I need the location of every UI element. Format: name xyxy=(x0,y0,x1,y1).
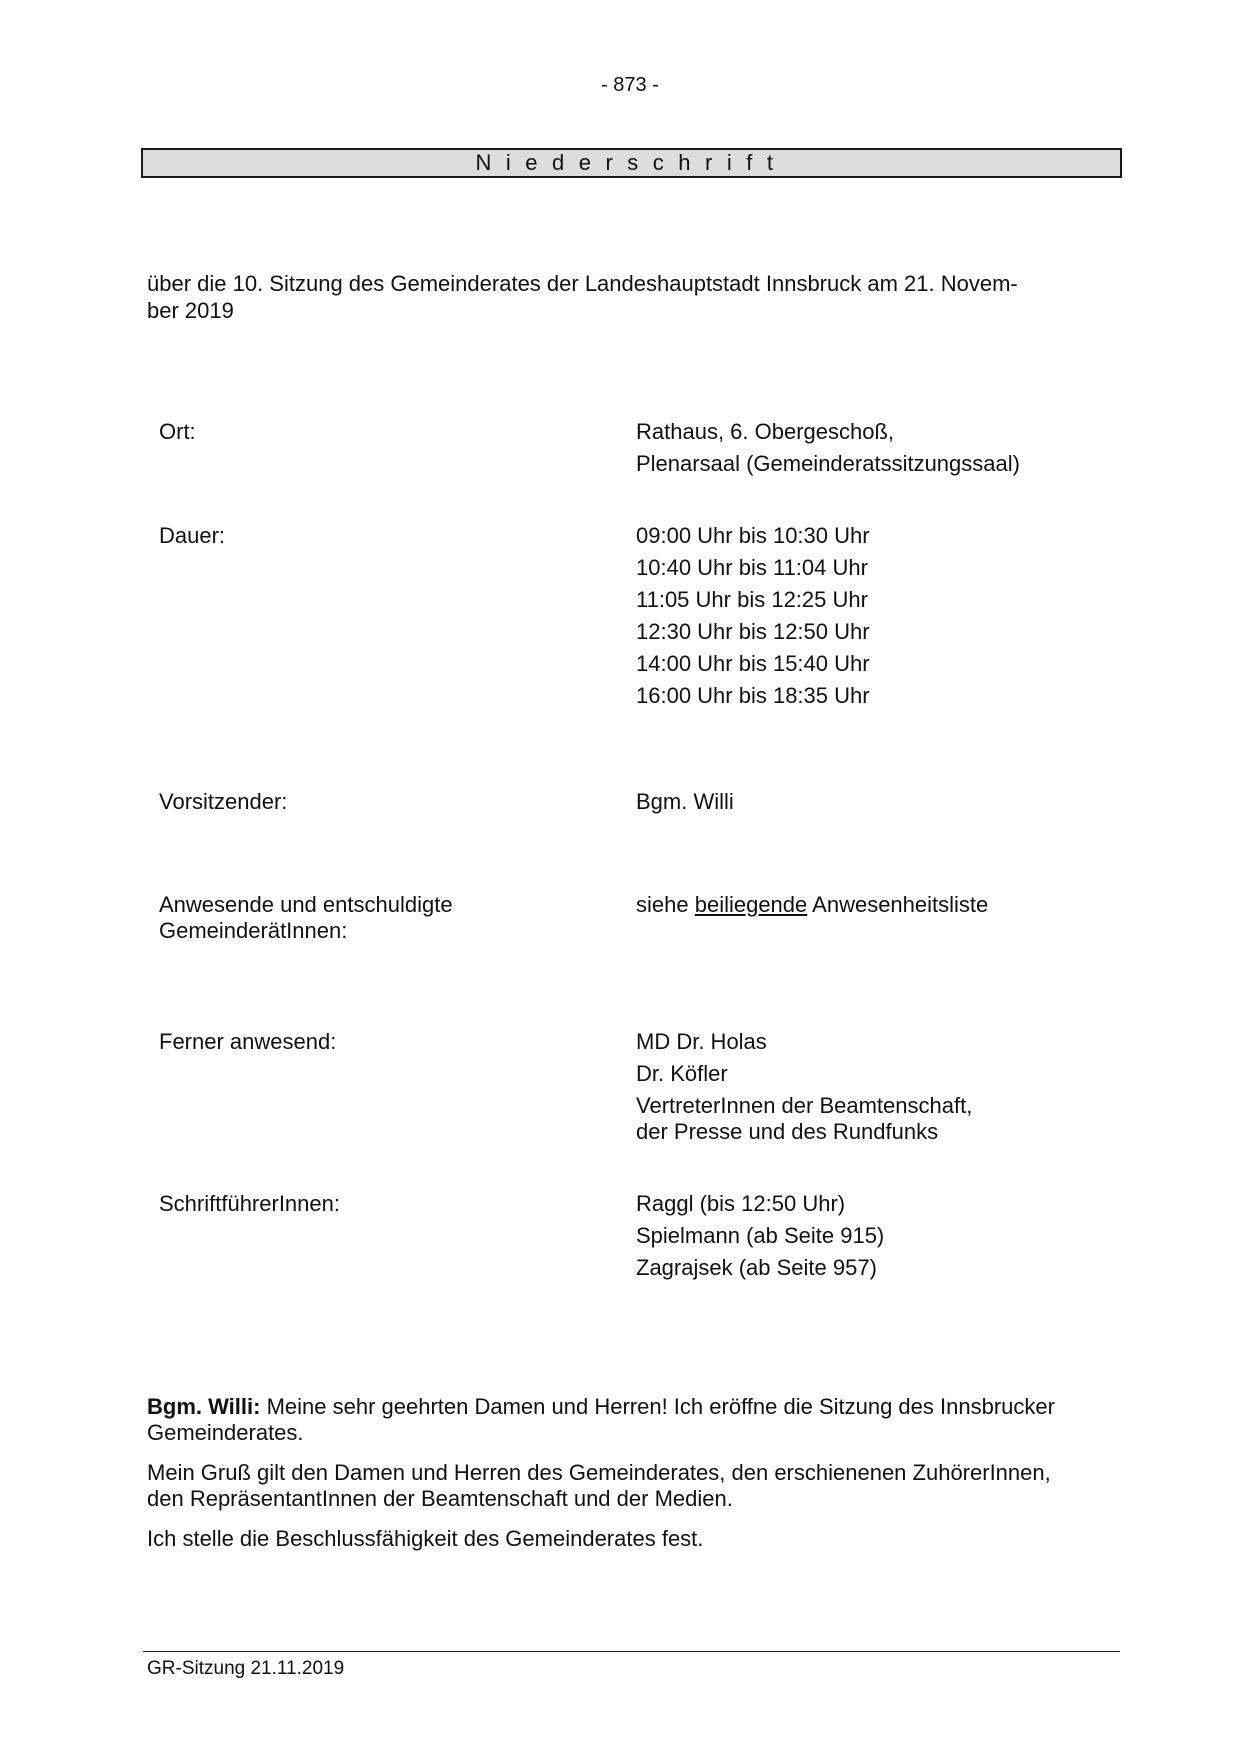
anwesende-label-line: Anwesende und entschuldigte xyxy=(159,892,453,917)
dauer-time-range: 14:00 Uhr bis 15:40 Uhr xyxy=(636,651,870,676)
anwesende-value-suffix: Anwesenheitsliste xyxy=(807,892,989,917)
paragraph-quorum: Ich stelle die Beschlussfähigkeit des Gemeinderates fest. xyxy=(147,1526,704,1551)
paragraph-line: den RepräsentantInnen der Beamtenschaft und der Medien. xyxy=(147,1486,733,1511)
dauer-value xyxy=(636,523,870,709)
dauer-time-range: 16:00 Uhr bis 18:35 Uhr xyxy=(636,683,870,708)
schriftfuehrer-value-line: Zagrajsek (ab Seite 957) xyxy=(636,1255,877,1280)
intro-line-1: über die 10. Sitzung des Gemeinderates der Landeshauptstadt Innsbruck am 21. Novem- xyxy=(147,271,1018,296)
intro-text xyxy=(147,270,1077,324)
paragraph-line: Gemeinderates. xyxy=(147,1420,304,1445)
paragraph-opening xyxy=(147,1394,1107,1446)
anwesende-value-underlined: beiliegende xyxy=(694,892,808,917)
ort-value-line: Rathaus, 6. Obergeschoß, xyxy=(636,419,895,444)
paragraph-greeting xyxy=(147,1460,1107,1512)
dauer-label: Dauer: xyxy=(159,523,226,548)
anwesende-label xyxy=(159,892,453,944)
page-number: - 873 - xyxy=(601,74,659,96)
ferner-value-line: VertreterInnen der Beamtenschaft, xyxy=(636,1093,973,1118)
vorsitzender-value: Bgm. Willi xyxy=(636,789,734,814)
footer-text: GR-Sitzung 21.11.2019 xyxy=(147,1658,345,1679)
anwesende-label-line: GemeinderätInnen: xyxy=(159,918,348,943)
schriftfuehrer-value-line: Raggl (bis 12:50 Uhr) xyxy=(636,1191,846,1216)
paragraph-line: Mein Gruß gilt den Damen und Herren des Gemeinderates, den erschienenen ZuhörerInnen, xyxy=(147,1460,1051,1485)
footer-rule xyxy=(143,1651,1120,1652)
dauer-time-range: 10:40 Uhr bis 11:04 Uhr xyxy=(636,555,868,580)
schriftfuehrer-label: SchriftführerInnen: xyxy=(159,1191,340,1216)
document-title: Niederschrift xyxy=(141,148,1122,178)
ferner-value-line: MD Dr. Holas xyxy=(636,1029,767,1054)
anwesende-value xyxy=(636,892,988,918)
schriftfuehrer-value-line: Spielmann (ab Seite 915) xyxy=(636,1223,885,1248)
ort-value-line: Plenarsaal (Gemeinderatssitzungssaal) xyxy=(636,451,1020,476)
anwesende-value-prefix: siehe xyxy=(636,892,695,917)
dauer-time-range: 12:30 Uhr bis 12:50 Uhr xyxy=(636,619,870,644)
ferner-value-line: der Presse und des Rundfunks xyxy=(636,1119,939,1144)
ferner-label: Ferner anwesend: xyxy=(159,1029,337,1054)
speaker-name: Bgm. Willi: xyxy=(147,1394,261,1419)
intro-line-2: ber 2019 xyxy=(147,298,234,323)
paragraph-line xyxy=(147,1394,1107,1420)
ort-value xyxy=(636,419,1020,477)
dauer-time-range: 09:00 Uhr bis 10:30 Uhr xyxy=(636,523,870,548)
ort-label: Ort: xyxy=(159,419,196,444)
paragraph-text: Meine sehr geehrten Damen und Herren! Ich eröffne die Sitzung des Innsbrucker xyxy=(260,1394,1055,1419)
ferner-value xyxy=(636,1029,972,1145)
vorsitzender-label: Vorsitzender: xyxy=(159,789,288,814)
ferner-value-line: Dr. Köfler xyxy=(636,1061,728,1086)
dauer-time-range: 11:05 Uhr bis 12:25 Uhr xyxy=(636,587,868,612)
schriftfuehrer-value xyxy=(636,1191,884,1281)
